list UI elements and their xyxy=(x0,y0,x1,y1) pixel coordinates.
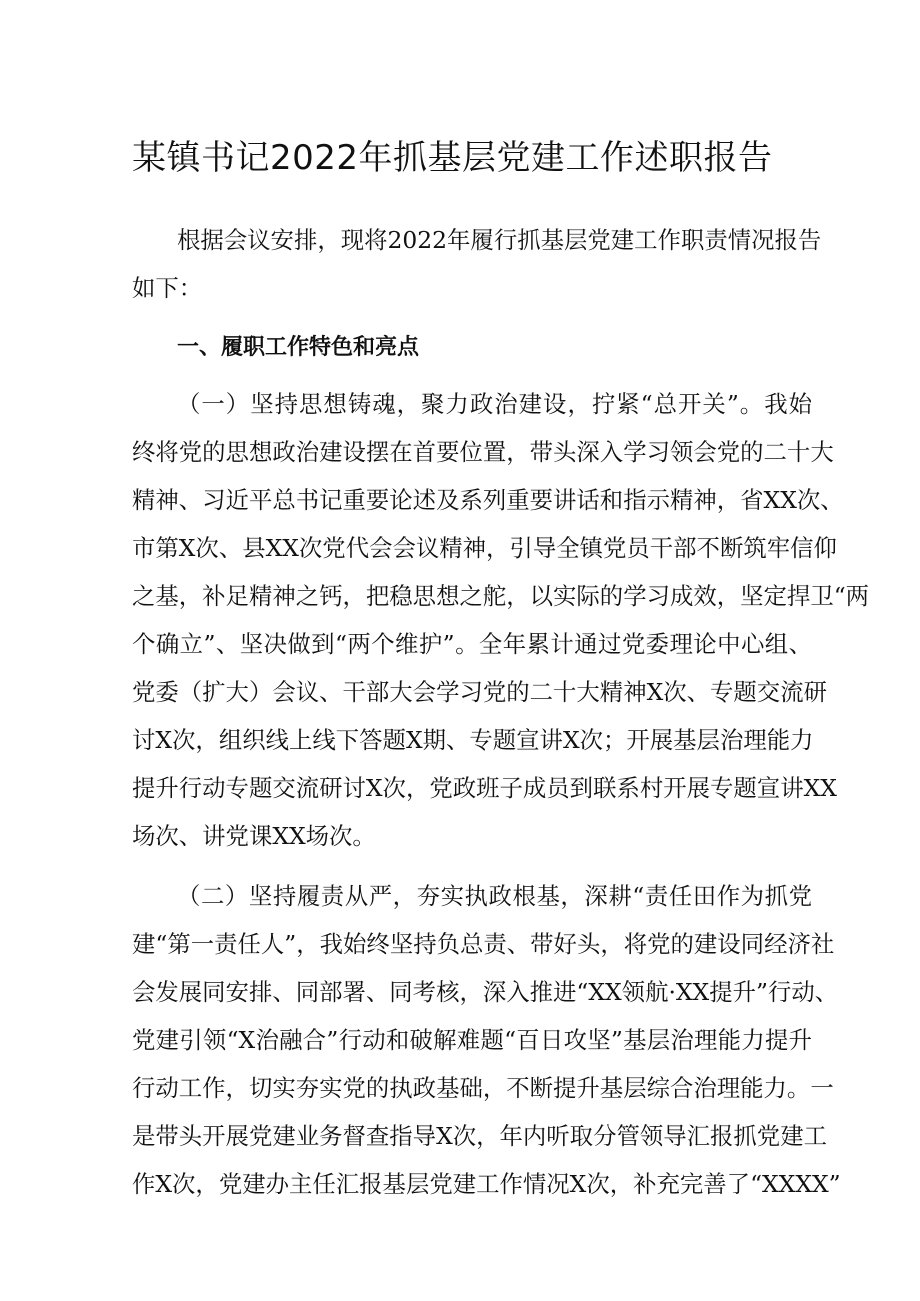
section-heading: 一、履职工作特色和亮点 xyxy=(177,335,420,360)
intro-line: 根据会议安排，现将2022年履行抓基层党建工作职责情况报告 xyxy=(177,226,822,254)
paragraph-line: 会发展同安排、同部署、同考核，深入推进“XX领航·XX提升”行动、 xyxy=(132,978,839,1006)
paragraph-line: 讨X次，组织线上线下答题X期、专题宣讲X次；开展基层治理能力 xyxy=(132,726,814,754)
paragraph-line: 是带头开展党建业务督查指导X次，年内听取分管领导汇报抓党建工 xyxy=(132,1122,827,1150)
paragraph-line: （一）坚持思想铸魂，聚力政治建设，拧紧“总开关”。我始 xyxy=(177,390,812,418)
paragraph-line: 党委（扩大）会议、干部大会学习党的二十大精神X次、专题交流研 xyxy=(132,678,827,706)
intro-line: 如下： xyxy=(132,274,203,302)
paragraph-line: 精神、习近平总书记重要论述及系列重要讲话和指示精神，省XX次、 xyxy=(132,486,844,514)
paragraph-line: 党建引领“X治融合”行动和破解难题“百日攻坚”基层治理能力提升 xyxy=(132,1026,812,1054)
paragraph-line: 之基，补足精神之钙，把稳思想之舵，以实际的学习成效，坚定捍卫“两 xyxy=(132,582,870,610)
paragraph-line: 场次、讲党课XX场次。 xyxy=(132,822,376,850)
paragraph-line: （二）坚持履责从严，夯实执政根基，深耕“责任田作为抓党 xyxy=(177,882,812,910)
paragraph-line: 终将党的思想政治建设摆在首要位置，带头深入学习领会党的二十大 xyxy=(132,438,834,466)
paragraph-line: 市第X次、县XX次党代会会议精神，引导全镇党员干部不断筑牢信仰 xyxy=(132,534,837,562)
paragraph-line: 行动工作，切实夯实党的执政基础，不断提升基层综合治理能力。一 xyxy=(132,1074,834,1102)
paragraph-line: 个确立”、坚决做到“两个维护”。全年累计通过党委理论中心组、 xyxy=(132,630,812,658)
paragraph-line: 提升行动专题交流研讨X次，党政班子成员到联系村开展专题宣讲XX xyxy=(132,774,837,802)
document-title: 某镇书记2022年抓基层党建工作述职报告 xyxy=(132,138,773,178)
paragraph-line: 建“第一责任人”，我始终坚持负总责、带好头，将党的建设同经济社 xyxy=(132,930,835,958)
paragraph-line: 作X次，党建办主任汇报基层党建工作情况X次，补充完善了“XXXX” xyxy=(132,1170,841,1198)
